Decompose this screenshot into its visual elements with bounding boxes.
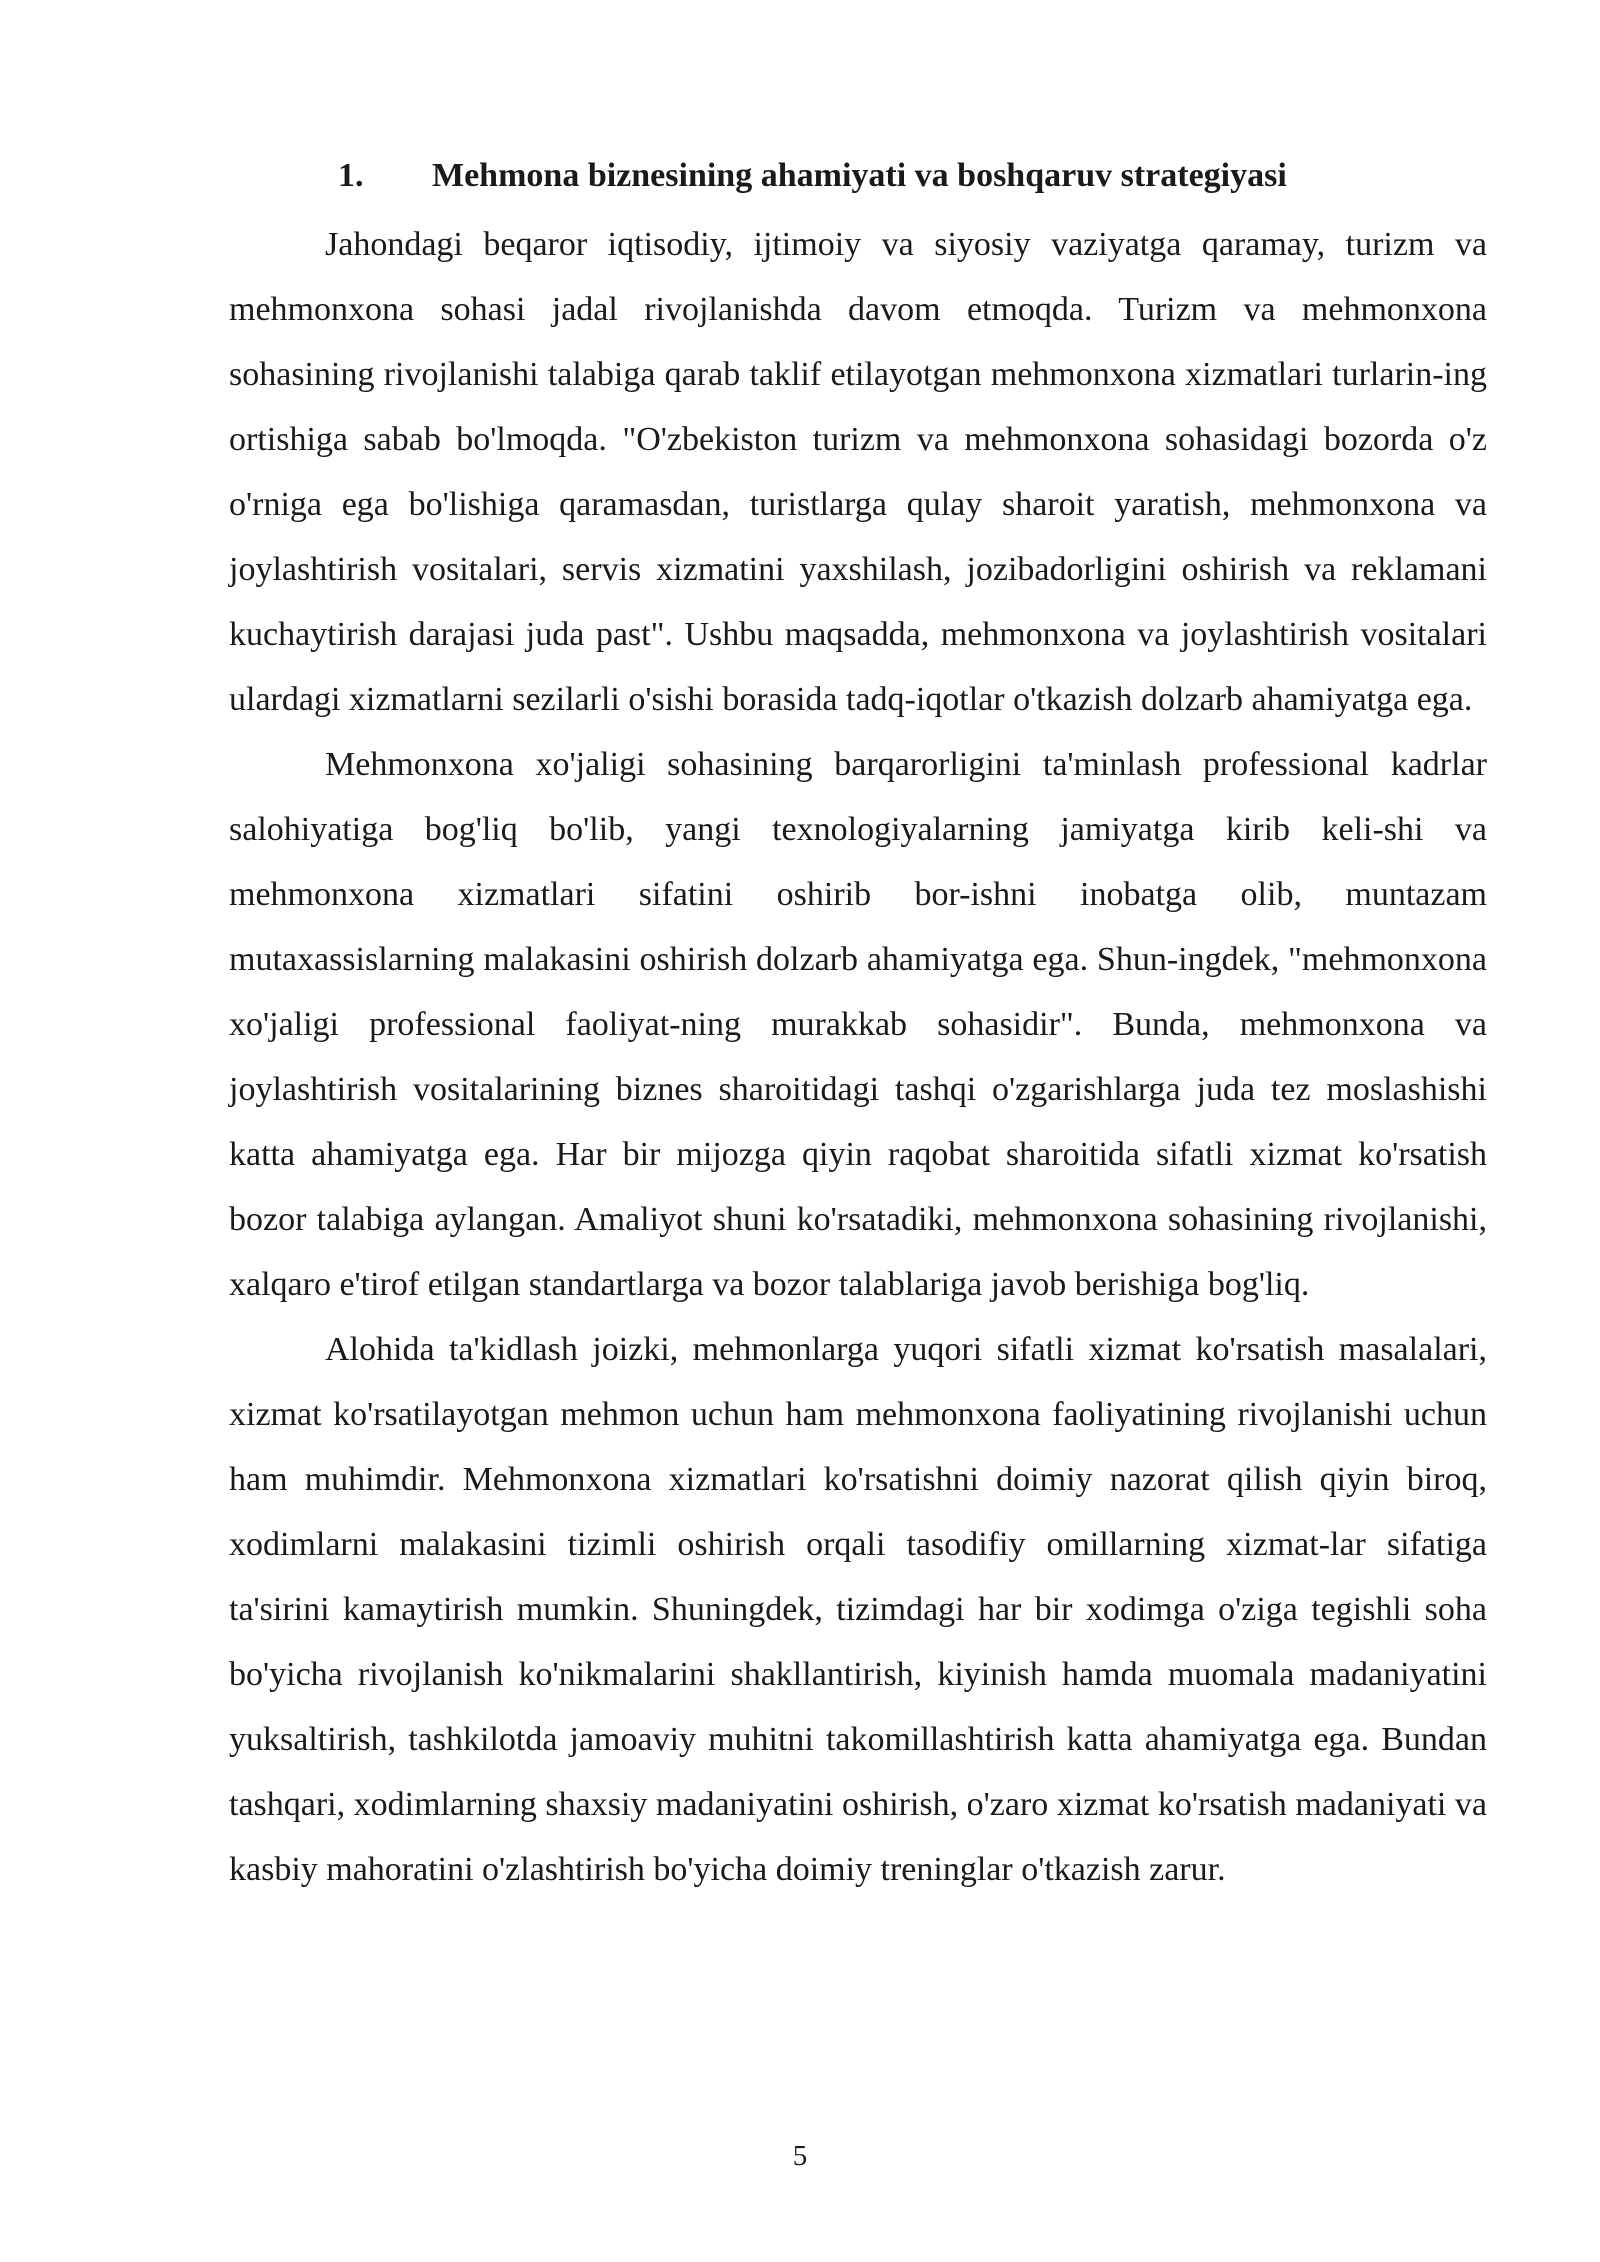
paragraph: Jahondagi beqaror iqtisodiy, ijtimoiy va siyosiy vaziyatga qaramay, turizm va mehmonxona sohasi jadal rivojlanishda davom etmoqda. Turizm va mehmonxona sohasining rivojlanishi talabiga qarab taklif etilayotgan mehmonxona xizmatlari turlarin-ing ortishiga sabab bo'lmoqda. "O'zbekiston turizm va mehmonxona sohasidagi bozorda o'z o'rniga ega bo'lishiga qaramasdan, turistlarga qulay sharoit yaratish, mehmonxona va joylashtirish vositalari, servis xizmatini yaxshilash, jozibadorligini oshirish va reklamani kuchaytirish darajasi juda past". Ushbu maqsadda, mehmonxona va joylashtirish vositalari ulardagi xizmatlarni sezilarli o'sishi borasida tadq-iqotlar o'tkazish dolzarb ahamiyatga ega. <box>229 226 1487 718</box>
section-title: Mehmona biznesining ahamiyati va boshqaruv strategiyasi <box>432 157 1287 194</box>
body-text <box>229 212 1487 1902</box>
paragraph: Alohida ta'kidlash joizki, mehmonlarga yuqori sifatli xizmat ko'rsatish masalalari, xizmat ko'rsatilayotgan mehmon uchun ham mehmonxona faoliyatining rivojlanishi uchun ham muhimdir. Mehmonxona xizmatlari ko'rsatishni doimiy nazorat qilish qiyin biroq, xodimlarni malakasini tizimli oshirish orqali tasodifiy omillarning xizmat-lar sifatiga ta'sirini kamaytirish mumkin. Shuningdek, tizimdagi har bir xodimga o'ziga tegishli soha bo'yicha rivojlanish ko'nikmalarini shakllantirish, kiyinish hamda muomala madaniyatini yuksaltirish, tashkilotda jamoaviy muhitni takomillashtirish katta ahamiyatga ega. Bundan tashqari, xodimlarning shaxsiy madaniyatini oshirish, o'zaro xizmat ko'rsatish madaniyati va kasbiy mahoratini o'zlashtirish bo'yicha doimiy treninglar o'tkazish zarur. <box>229 1331 1487 1888</box>
page-number: 5 <box>792 2140 808 2172</box>
paragraph: Mehmonxona xo'jaligi sohasining barqarorligini ta'minlash professional kadrlar salohiyatiga bog'liq bo'lib, yangi texnologiyalarning jamiyatga kirib keli-shi va mehmonxona xizmatlari sifatini oshirib bor-ishni inobatga olib, muntazam mutaxassislarning malakasini oshirish dolzarb ahamiyatga ega. Shun-ingdek, "mehmonxona xo'jaligi professional faoliyat-ning murakkab sohasidir". Bunda, mehmonxona va joylashtirish vositalarining biznes sharoitidagi tashqi o'zgarishlarga juda tez moslashishi katta ahamiyatga ega. Har bir mijozga qiyin raqobat sharoitida sifatli xizmat ko'rsatish bozor talabiga aylangan. Amaliyot shuni ko'rsatadiki, mehmonxona sohasining rivojlanishi, xalqaro e'tirof etilgan standartlarga va bozor talablariga javob berishiga bog'liq. <box>229 746 1487 1303</box>
section-heading <box>338 150 1488 202</box>
section-number: 1. <box>338 157 364 194</box>
